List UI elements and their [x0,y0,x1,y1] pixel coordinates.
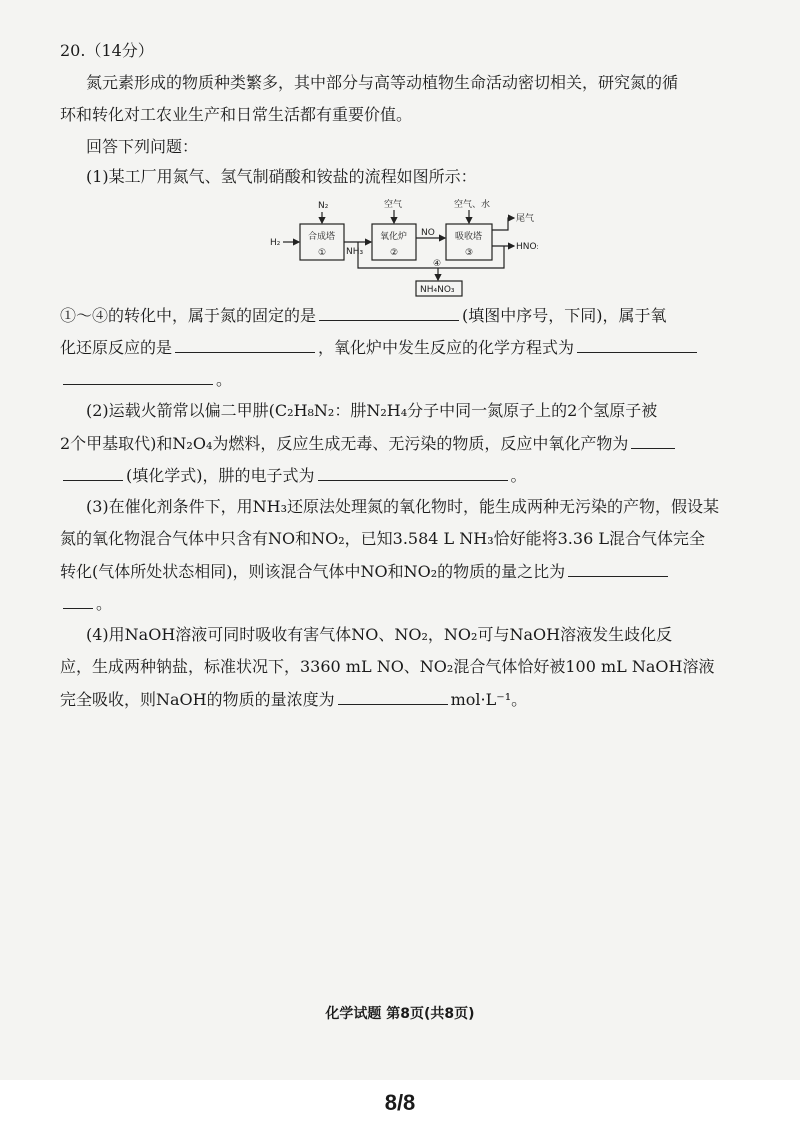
part2-end: 。 [510,466,527,485]
air-water-label: 空气、水 [454,200,491,210]
answer-blank[interactable] [63,592,93,609]
question-header: 20.（14分） [60,41,154,60]
part3-line2: 氮的氧化物混合气体中只含有NO和NO₂，已知3.584 L NH₃恰好能将3.36 L混合气体完全 [60,529,705,548]
answer-blank[interactable] [319,304,459,321]
part3-line4 [60,592,760,615]
step4-label: ④ [433,259,442,269]
tail-gas-label: 尾气 [516,214,535,224]
part1-line1 [60,304,760,327]
part2-line3 [60,464,760,487]
concentration-unit: mol·L⁻¹。 [450,690,528,709]
no-label: NO [421,228,435,238]
answer-blank[interactable] [568,560,668,577]
box3-number: ③ [465,248,474,258]
part4-line2: 应，生成两种钠盐，标准状况下，3360 mL NO、NO₂混合气体恰好被100 mL NaOH溶液 [60,657,715,676]
answer-blank[interactable] [175,336,315,353]
intro-text: 环和转化对工农业生产和日常生活都有重要价值。 [60,105,413,124]
part2-text: (填化学式)，肼的电子式为 [126,466,315,485]
box1-number: ① [318,248,327,258]
n2-label: N₂ [318,201,329,211]
part4-text: 完全吸收，则NaOH的物质的量浓度为 [60,690,335,709]
part2-line2 [60,432,760,455]
part2-text: 2个甲基取代)和N₂O₄为燃料，反应生成无毒、无污染的物质，反应中氧化产物为 [60,434,629,453]
part1-text: (填图中序号，下同)，属于氧 [462,306,667,325]
part3-line3 [60,560,760,583]
answer-blank[interactable] [318,464,508,481]
part1-text: ①～④的转化中，属于氮的固定的是 [60,306,317,325]
answer-blank[interactable] [63,464,123,481]
answer-blank[interactable] [631,432,675,449]
answer-blank[interactable] [63,368,213,385]
box2-title: 氧化炉 [380,232,408,242]
part4-line3 [60,688,760,711]
part1-text: 化还原反应的是 [60,338,173,357]
part1-end: 。 [216,370,233,389]
box1-title: 合成塔 [308,232,336,242]
part1-text: ，氧化炉中发生反应的化学方程式为 [318,338,575,357]
part1-line2 [60,336,760,359]
part1-line3 [60,368,760,391]
part2-line1: (2)运载火箭常以偏二甲肼(C₂H₈N₂：肼N₂H₄分子中同一氮原子上的2个氢原子被 [86,401,658,420]
page-footer: 化学试题 第8页(共8页) [325,1006,475,1022]
part3-line1: (3)在催化剂条件下，用NH₃还原法处理氮的氧化物时，能生成两种无污染的产物，假设某 [86,497,720,516]
part3-end: 。 [96,594,113,613]
answer-blank[interactable] [577,336,697,353]
answer-prompt: 回答下列问题： [86,137,199,156]
intro-text: 氮元素形成的物质种类繁多，其中部分与高等动植物生命活动密切相关，研究氮的循 [86,73,679,92]
hno3-label: HNO₃ [516,242,538,252]
nh4no3-label: NH₄NO₃ [420,285,455,295]
box2-number: ② [390,248,399,258]
box3-title: 吸收塔 [455,232,483,242]
part1-stem: (1)某工厂用氮气、氢气制硝酸和铵盐的流程如图所示： [86,167,477,186]
part4-line1: (4)用NaOH溶液可同时吸收有害气体NO、NO₂，NO₂可与NaOH溶液发生歧化反 [86,625,673,644]
part3-text: 转化(气体所处状态相同)，则该混合气体中NO和NO₂的物质的量之比为 [60,562,566,581]
nh3-label: NH₃ [346,247,364,257]
h2-label: H₂ [270,238,281,248]
page-number: 8/8 [384,1090,416,1115]
air-label: 空气 [384,200,403,210]
process-flow-diagram [268,196,538,298]
answer-blank[interactable] [338,688,448,705]
